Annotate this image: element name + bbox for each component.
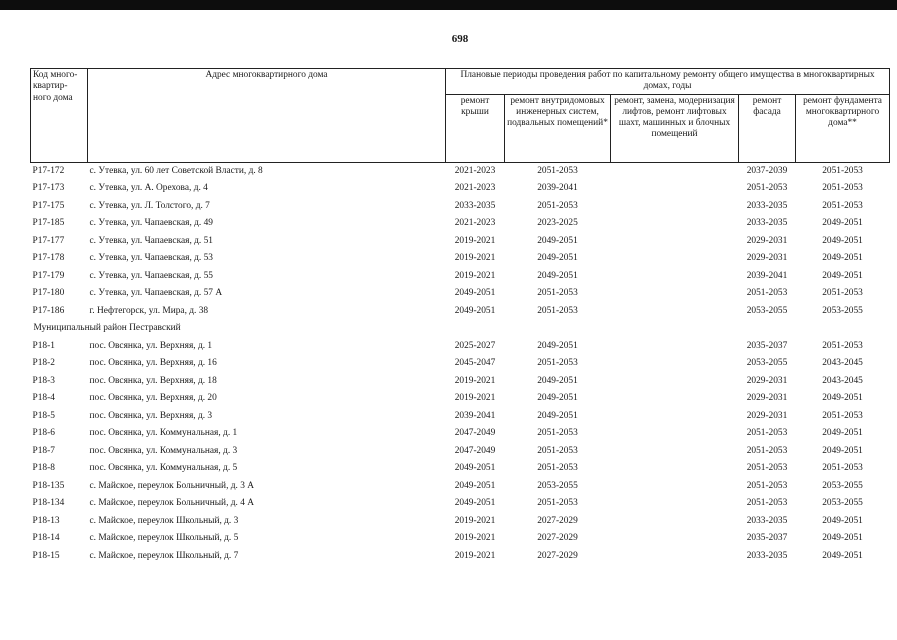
cell-elevators — [611, 338, 739, 356]
cell-facade: 2033-2035 — [746, 515, 788, 526]
cell-foundation: 2043-2045 — [822, 358, 863, 369]
header-engineering: ремонт внутридомовых инженерных систем, подвальных помещений* — [505, 94, 611, 162]
cell-address: с. Утевка, ул. 60 лет Советской Власти, д. 8 — [89, 165, 263, 176]
table-row — [31, 390, 890, 408]
cell-code: P17-172 — [32, 165, 65, 176]
cell-address: с. Утевка, ул. А. Орехова, д. 4 — [89, 183, 208, 194]
header-address: Адрес многоквартирного дома — [88, 69, 446, 163]
cell-roof: 2019-2021 — [454, 375, 496, 386]
cell-code: P18-3 — [32, 375, 55, 386]
cell-engineering: 2049-2051 — [537, 340, 578, 351]
cell-address: пос. Овсянка, ул. Коммунальная, д. 3 — [89, 445, 238, 456]
cell-facade: 2053-2055 — [746, 358, 788, 369]
cell-elevators — [611, 390, 739, 408]
table-row — [31, 355, 890, 373]
table-row — [31, 460, 890, 478]
cell-elevators — [611, 478, 739, 496]
cell-code: P18-135 — [32, 480, 65, 491]
cell-address: с. Утевка, ул. Чапаевская, д. 53 — [89, 253, 213, 264]
cell-engineering: 2023-2025 — [537, 218, 578, 229]
cell-facade: 2051-2053 — [746, 428, 788, 439]
cell-elevators — [611, 373, 739, 391]
cell-engineering: 2027-2029 — [537, 533, 578, 544]
cell-code: P18-1 — [32, 340, 55, 351]
cell-facade: 2035-2037 — [746, 340, 788, 351]
section-row — [31, 320, 890, 338]
header-code: Код много-квартир-ного дома — [31, 69, 88, 163]
cell-facade: 2029-2031 — [746, 410, 788, 421]
cell-roof: 2019-2021 — [454, 253, 496, 264]
header-foundation: ремонт фундамента многоквартирного дома** — [796, 94, 890, 162]
cell-engineering: 2053-2055 — [537, 480, 578, 491]
cell-facade: 2051-2053 — [746, 183, 788, 194]
scan-top-edge — [0, 0, 897, 10]
cell-code: P18-8 — [32, 463, 55, 474]
cell-elevators — [611, 303, 739, 321]
cell-engineering: 2051-2053 — [537, 165, 578, 176]
cell-code: P17-180 — [32, 288, 65, 299]
table-row — [31, 425, 890, 443]
cell-engineering: 2049-2051 — [537, 270, 578, 281]
cell-address: с. Утевка, ул. Чапаевская, д. 49 — [89, 218, 213, 229]
cell-facade: 2033-2035 — [746, 218, 788, 229]
cell-foundation: 2049-2051 — [822, 218, 863, 229]
cell-engineering: 2051-2053 — [537, 288, 578, 299]
cell-foundation: 2051-2053 — [822, 463, 863, 474]
cell-address: г. Нефтегорск, ул. Мира, д. 38 — [89, 305, 209, 316]
cell-foundation: 2051-2053 — [822, 165, 863, 176]
table-row — [31, 408, 890, 426]
cell-facade: 2033-2035 — [746, 200, 788, 211]
cell-code: P18-2 — [32, 358, 55, 369]
cell-elevators — [611, 268, 739, 286]
cell-code: P17-178 — [32, 253, 65, 264]
cell-roof: 2049-2051 — [454, 480, 496, 491]
cell-elevators — [611, 162, 739, 180]
cell-roof: 2019-2021 — [454, 533, 496, 544]
cell-foundation: 2049-2051 — [822, 515, 863, 526]
cell-foundation: 2049-2051 — [822, 445, 863, 456]
cell-foundation: 2051-2053 — [822, 410, 863, 421]
cell-foundation: 2049-2051 — [822, 550, 863, 561]
table-row — [31, 303, 890, 321]
cell-elevators — [611, 443, 739, 461]
table-row — [31, 530, 890, 548]
page-number: 698 — [451, 33, 469, 45]
cell-engineering: 2051-2053 — [537, 305, 578, 316]
section-label: Муниципальный район Пестравский — [33, 323, 181, 334]
cell-engineering: 2051-2053 — [537, 200, 578, 211]
cell-roof: 2021-2023 — [454, 183, 496, 194]
cell-code: P18-15 — [32, 550, 60, 561]
cell-address: пос. Овсянка, ул. Верхняя, д. 3 — [89, 410, 213, 421]
cell-facade: 2051-2053 — [746, 463, 788, 474]
cell-foundation: 2049-2051 — [822, 270, 863, 281]
cell-code: P17-177 — [32, 235, 65, 246]
cell-code: P18-14 — [32, 533, 60, 544]
cell-elevators — [611, 355, 739, 373]
cell-facade: 2033-2035 — [746, 550, 788, 561]
cell-elevators — [611, 513, 739, 531]
cell-roof: 2039-2041 — [454, 410, 496, 421]
cell-foundation: 2051-2053 — [822, 183, 863, 194]
table-row — [31, 250, 890, 268]
cell-code: P17-179 — [32, 270, 65, 281]
cell-roof: 2021-2023 — [454, 218, 496, 229]
cell-engineering: 2051-2053 — [537, 358, 578, 369]
cell-facade: 2029-2031 — [746, 393, 788, 404]
table-row — [31, 478, 890, 496]
cell-address: пос. Овсянка, ул. Верхняя, д. 20 — [89, 393, 217, 404]
cell-code: P18-134 — [32, 498, 65, 509]
cell-engineering: 2027-2029 — [537, 515, 578, 526]
cell-roof: 2049-2051 — [454, 463, 496, 474]
cell-address: с. Майское, переулок Школьный, д. 3 — [89, 515, 239, 526]
cell-engineering: 2049-2051 — [537, 235, 578, 246]
cell-address: с. Утевка, ул. Чапаевская, д. 57 А — [89, 288, 223, 299]
cell-engineering: 2049-2051 — [537, 393, 578, 404]
cell-foundation: 2049-2051 — [822, 428, 863, 439]
cell-roof: 2047-2049 — [454, 445, 496, 456]
cell-code: P17-185 — [32, 218, 65, 229]
table-row — [31, 513, 890, 531]
table-row — [31, 198, 890, 216]
cell-facade: 2039-2041 — [746, 270, 788, 281]
cell-engineering: 2049-2051 — [537, 253, 578, 264]
cell-foundation: 2053-2055 — [822, 480, 863, 491]
cell-address: с. Майское, переулок Больничный, д. 3 А — [89, 480, 255, 491]
cell-address: с. Майское, переулок Школьный, д. 7 — [89, 550, 239, 561]
cell-foundation: 2051-2053 — [822, 288, 863, 299]
cell-elevators — [611, 285, 739, 303]
cell-foundation: 2049-2051 — [822, 253, 863, 264]
cell-code: P18-5 — [32, 410, 55, 421]
cell-facade: 2051-2053 — [746, 445, 788, 456]
cell-code: P18-4 — [32, 393, 55, 404]
cell-foundation: 2053-2055 — [822, 498, 863, 509]
cell-elevators — [611, 250, 739, 268]
cell-engineering: 2049-2051 — [537, 410, 578, 421]
cell-elevators — [611, 215, 739, 233]
cell-code: P18-6 — [32, 428, 55, 439]
cell-foundation: 2049-2051 — [822, 235, 863, 246]
header-elevators: ремонт, замена, модернизация лифтов, ремонт лифтовых шахт, машинных и блочных помещений — [611, 94, 739, 162]
cell-facade: 2053-2055 — [746, 305, 788, 316]
header-facade: ремонт фасада — [739, 94, 796, 162]
cell-roof: 2049-2051 — [454, 288, 496, 299]
cell-elevators — [611, 548, 739, 566]
table-body — [31, 162, 890, 565]
cell-facade: 2029-2031 — [746, 235, 788, 246]
cell-facade: 2037-2039 — [746, 165, 788, 176]
table-row — [31, 233, 890, 251]
cell-roof: 2021-2023 — [454, 165, 496, 176]
cell-engineering: 2049-2051 — [537, 375, 578, 386]
cell-foundation: 2053-2055 — [822, 305, 863, 316]
cell-roof: 2047-2049 — [454, 428, 496, 439]
table-header — [31, 69, 890, 163]
cell-facade: 2029-2031 — [746, 253, 788, 264]
cell-code: P18-13 — [32, 515, 60, 526]
cell-roof: 2045-2047 — [454, 358, 496, 369]
cell-elevators — [611, 198, 739, 216]
table-row — [31, 268, 890, 286]
cell-foundation: 2049-2051 — [822, 533, 863, 544]
header-roof: ремонт крыши — [446, 94, 505, 162]
cell-foundation: 2051-2053 — [822, 340, 863, 351]
cell-address: с. Утевка, ул. Чапаевская, д. 51 — [89, 235, 213, 246]
cell-code: P18-7 — [32, 445, 55, 456]
cell-engineering: 2039-2041 — [537, 183, 578, 194]
repair-schedule-table — [30, 68, 890, 565]
cell-elevators — [611, 460, 739, 478]
cell-elevators — [611, 180, 739, 198]
cell-address: пос. Овсянка, ул. Верхняя, д. 18 — [89, 375, 217, 386]
table-row — [31, 548, 890, 566]
cell-roof: 2033-2035 — [454, 200, 496, 211]
cell-roof: 2019-2021 — [454, 235, 496, 246]
cell-roof: 2049-2051 — [454, 498, 496, 509]
cell-code: P17-175 — [32, 200, 65, 211]
cell-address: с. Утевка, ул. Чапаевская, д. 55 — [89, 270, 213, 281]
cell-facade: 2051-2053 — [746, 480, 788, 491]
cell-code: P17-173 — [32, 183, 65, 194]
table-row — [31, 285, 890, 303]
table-row — [31, 180, 890, 198]
cell-code: P17-186 — [32, 305, 65, 316]
cell-foundation: 2051-2053 — [822, 200, 863, 211]
cell-elevators — [611, 233, 739, 251]
table-row — [31, 373, 890, 391]
cell-engineering: 2051-2053 — [537, 498, 578, 509]
header-periods: Плановые периоды проведения работ по капитальному ремонту общего имущества в многоквартирных домах, годы — [446, 69, 890, 95]
cell-address: пос. Овсянка, ул. Верхняя, д. 1 — [89, 340, 213, 351]
cell-engineering: 2051-2053 — [537, 445, 578, 456]
cell-elevators — [611, 530, 739, 548]
cell-roof: 2019-2021 — [454, 550, 496, 561]
cell-roof: 2019-2021 — [454, 270, 496, 281]
cell-foundation: 2049-2051 — [822, 393, 863, 404]
cell-roof: 2019-2021 — [454, 393, 496, 404]
table-row — [31, 162, 890, 180]
cell-elevators — [611, 408, 739, 426]
cell-address: с. Майское, переулок Больничный, д. 4 А — [89, 498, 255, 509]
cell-engineering: 2051-2053 — [537, 428, 578, 439]
cell-elevators — [611, 425, 739, 443]
cell-facade: 2051-2053 — [746, 498, 788, 509]
cell-address: пос. Овсянка, ул. Верхняя, д. 16 — [89, 358, 217, 369]
cell-address: с. Майское, переулок Школьный, д. 5 — [89, 533, 239, 544]
table-row — [31, 495, 890, 513]
cell-facade: 2051-2053 — [746, 288, 788, 299]
cell-elevators — [611, 495, 739, 513]
cell-foundation: 2043-2045 — [822, 375, 863, 386]
cell-roof: 2049-2051 — [454, 305, 496, 316]
cell-roof: 2019-2021 — [454, 515, 496, 526]
cell-address: с. Утевка, ул. Л. Толстого, д. 7 — [89, 200, 210, 211]
cell-facade: 2035-2037 — [746, 533, 788, 544]
cell-facade: 2029-2031 — [746, 375, 788, 386]
table-row — [31, 215, 890, 233]
cell-engineering: 2027-2029 — [537, 550, 578, 561]
table-row — [31, 443, 890, 461]
cell-roof: 2025-2027 — [454, 340, 496, 351]
cell-address: пос. Овсянка, ул. Коммунальная, д. 1 — [89, 428, 238, 439]
table-row — [31, 338, 890, 356]
cell-engineering: 2051-2053 — [537, 463, 578, 474]
cell-address: пос. Овсянка, ул. Коммунальная, д. 5 — [89, 463, 238, 474]
